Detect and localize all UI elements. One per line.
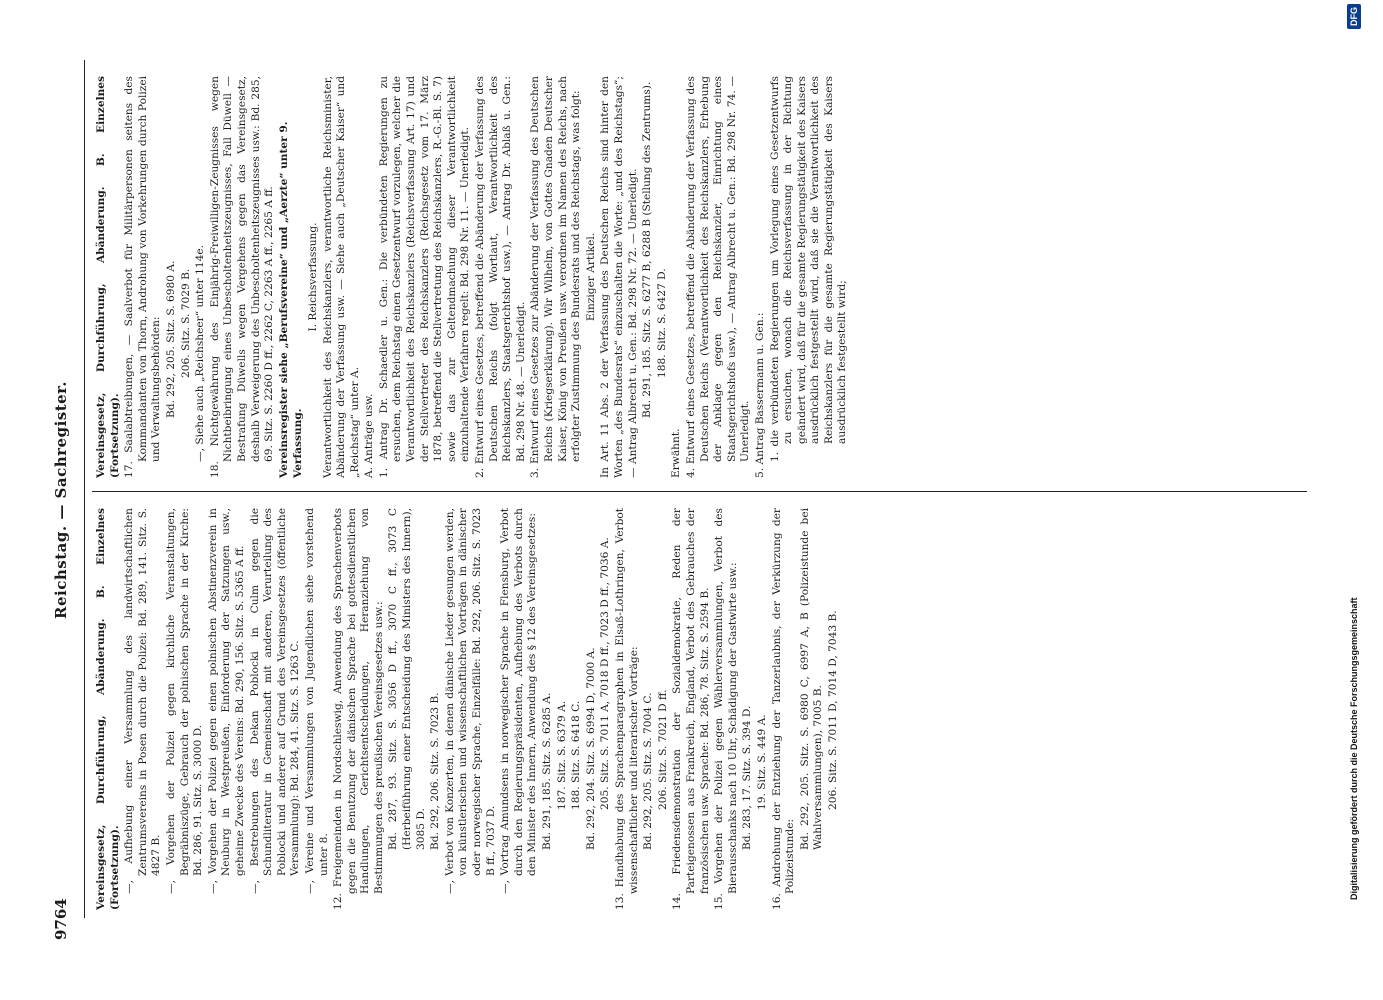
index-entry: Bd. 292, 205. Sitz. S. 7004 C. [642,692,655,850]
index-entry: 13. Handhabung des Sprachenparagraphen in Elsaß-Lothringen, Verbot wissenschaftlicher und literarischer Vorträge: [613,508,640,910]
index-entry: Bd. 292, 206. Sitz. S. 7023 B. [429,692,442,850]
index-entry: —, Aufhebung einer Versammlung des landwirtschaftlichen Zentrumsvereins in Posen durch die Polizei: Bd. 289, 141. Sitz. S. 4827 B. [123,508,163,894]
entry-heading: Vereinsregister siehe „Berufsvereine“ und „Aerzte“ unter 9. [277,121,290,478]
index-entry: 187. Sitz. S. 6379 A. [555,700,568,810]
index-entry: I. Reichsverfassung. [306,222,319,332]
index-entry: Erwähnt. [670,428,683,478]
index-entry: Verantwortlichkeit des Reichskanzlers, verantwortliche Reichsminister, Abänderung der Verfassung usw. — Siehe auch „Deutscher Kaiser“ und „Reichstag“ unter A. [321,76,361,478]
index-entry: 5. Antrag Bassermann u. Gen.: [753,312,766,478]
entry-heading: Vereinsgesetz, Durchführung, Abänderung. B. Einzelnes (Fortsetzung). [95,508,121,910]
index-entry: 206. Sitz. S. 7011 D, 7014 D, 7043 B. [826,610,839,810]
index-entry: 16. Androhung der Entziehung der Tanzerlaubnis, der Verkürzung der Polizeistunde: [770,508,797,910]
index-entry: 14. Friedensdemonstration der Sozialdemokratie, Reden der Parteigenossen aus Frankreich, England, Verbot des Gebrauches der französischen usw. Sprache: Bd. 286, 78. Sitz. S. 2594 B. [671,508,711,910]
index-entry: Bd. 291, 185. Sitz. S. 6277 B, 6288 B (Stellung des Zentrums). [641,81,654,418]
index-entry: 1. Antrag Dr. Schaedler u. Gen.: Die verbündeten Regierungen zu ersuchen, dem Reichstag einen Gesetzentwurf vorzulegen, welcher die Verantwortlichkeit des Reichskanzlers (Reichsverfassung Art. 17) und der Stellvertreter des Reichskanzlers (Reichsgesetz vom 17. März 1878, betreffend die Stellvertretung des Reichskanzlers, R.-G.-Bl. S. 7) sowie das zur Geltendmachung dieser Verantwortlichkeit einzuhaltende Verfahren regelt: Bd. 298 Nr. 11. — Unerledigt. [377,76,472,478]
index-entry: 19. Sitz. S. 449 A. [755,714,768,810]
index-entry: —, Vorgehen der Polizei gegen einen polnischen Abstinenzverein in Neuburg in Westpreußen, Einforderung der Satzungen usw., geheime Zwecke des Vereins: Bd. 290, 156. Sitz. S. 5365 A ff. [206,508,246,894]
index-entry: —, Vortrag Amundsens in norwegischer Sprache in Flensburg, Verbot durch den Regierungspräsidenten, Aufhebung des Verbots durch den Minister des Innern, Anwendung des § 12 des Vereinsgesetzes: [499,508,539,894]
index-entry: 18. Nichtgewährung des Einjährig-Freiwilligen-Zeugnisses wegen Nichtbeibringung eines Unbescholtenheitszeugnisses, Fall Düwell — Bestrafung Düwells wegen Vergehens gegen das Vereinsgesetz, deshalb Verweigerung des Unbescholtenheitszeugnisses usw.: Bd. 285, 69. Sitz. S. 2260 D ff., 2262 C, 2263 A ff., 2265 A ff. [208,76,276,478]
index-entry: 3. Entwurf eines Gesetzes zur Abänderung der Verfassung des Deutschen Reichs (Kriegserklärung). Wir Wilhelm, von Gottes Gnaden Deutscher Kaiser, König von Preußen usw. verordnen im Namen des Reichs, nach erfolgter Zustimmung des Bundesrats und des Reichstags, was folgt: [529,76,583,478]
index-entry: —, Bestrebungen des Dekan Poblocki in Culm gegen die Schundliteratur in Gemeinschaft mit anderen, Verurteilung des Poblocki und anderer auf Grund des Vereinsgesetzes (öffentliche Versammlung): Bd. 284, 41. Sitz. S. 1263 C. [248,508,302,894]
index-entry: 2. Entwurf eines Gesetzes, betreffend die Abänderung der Verfassung des Deutschen Reichs (folgt Wortlaut, Verantwortlichkeit des Reichskanzlers, Staatsgerichtshof usw.), — Antrag Dr. Ablaß u. Gen.: Bd. 298 Nr. 48. — Unerledigt. [474,76,527,478]
page-footer [1347,0,1367,900]
index-entry: A. Anträge usw. [363,393,376,478]
index-entry: 206. Sitz. S. 7021 D ff. [656,689,669,810]
column-divider [92,491,1307,492]
index-entry: —, Vorgehen der Polizei gegen kirchliche Veranstaltungen, Begräbniszüge, Gebrauch der polnischen Sprache in der Kirche: Bd. 286, 91. Sitz. S. 3000 D. [164,508,205,894]
index-entry: Bd. 292, 204. Sitz. S. 6994 D, 7000 A. [584,647,597,850]
entry-heading: Vereinsgesetz, Durchführung, Abänderung. B. Einzelnes (Fortsetzung). [95,76,121,478]
page-number: 9764 [52,898,70,940]
digitization-note: Digitalisierung gefördert durch die Deutsche Forschungsgemeinschaft [1349,597,1359,900]
index-entry: 1. die verbündeten Regierungen um Vorlegung eines Gesetzentwurfs zu ersuchen, wonach die Reichsverfassung in der Richtung geändert wird, daß für die gesamte Regierungstätigkeit des Kaisers ausdrücklich festgestellt wird, daß sie die Verantwortlichkeit des Reichskanzlers für die gesamte Regierungstätigkeit des Kaisers ausdrücklich festgestellt wird; [768,76,849,462]
index-entry: 4. Entwurf eines Gesetzes, betreffend die Abänderung der Verfassung des Deutschen Reichs (Verantwortlichkeit des Reichskanzlers, Erhebung der Anklage gegen den Reichskanzler, Einrichtung eines Staatsgerichtshofs usw.), — Antrag Albrecht u. Gen.: Bd. 298 Nr. 74. — Unerledigt. [684,76,752,478]
index-entry: Bd. 287, 93. Sitz. S. 3056 D ff., 3070 C ff., 3073 C (Herbeiführung einer Entscheidung des Ministers des Innern), 3085 D. [387,508,427,850]
header-rule [84,60,85,918]
index-entry: 15. Vorgehen der Polizei gegen Wählerversammlungen, Verbot des Bierausschanks nach 10 Uhr, Schädigung der Gastwirte usw.: [713,508,739,910]
index-entry: Einziger Artikel. [584,232,597,322]
right-column [95,76,1305,478]
index-entry: In Art. 11 Abs. 2 der Verfassung des Deutschen Reichs sind hinter den Worten „des Bundesrats“ einzuschalten die Worte: „und des Reichstags“; — Antrag Albrecht u. Gen.: Bd. 298 Nr. 72. — Unerledigt. [599,76,639,478]
page-header [52,60,78,940]
index-entry: 188. Sitz. S. 6427 D. [655,268,668,378]
index-entry: 188. Sitz. S. 6418 C. [570,700,583,810]
index-entry: Bd. 283, 17. Sitz. S. 394 D. [741,705,754,850]
index-entry: Bd. 292, 205. Sitz. S. 6980 A. [164,260,177,418]
left-column [95,508,1305,910]
index-entry: 12. Freigemeinden in Nordschleswig, Anwendung des Sprachenverbots gegen die Benutzung der dänischen Sprache bei gottesdienstlichen Handlungen, Gerichtsentscheidungen, Heranziehung von Bestimmungen des preußischen Vereinsgesetzes usw.: [332,508,385,910]
dfg-logo: DFG [1347,4,1361,29]
index-entry: Bd. 291, 185. Sitz. S. 6285 A. [541,692,553,850]
running-title: Reichstag. — Sachregister. [52,381,70,619]
index-entry: —, Vereine und Versammlungen von Jugendlichen siehe vorstehend unter 8. [303,508,330,894]
index-entry: 205. Sitz. S. 7011 A, 7018 D ff., 7023 D ff., 7036 A. [599,537,612,810]
index-entry: 17. Saalabtreibungen, — Saalverbot für Militärpersonen seitens des Kommandanten von Thorn, Androhung von Vorkehrungen durch Polizei und Verwaltungsbehörden: [123,76,163,478]
index-entry: —, Siehe auch „Reichsheer“ unter 114e. [194,245,207,462]
index-entry: 206. Sitz. S. 7029 B. [179,268,192,378]
index-entry: Bd. 292, 205. Sitz. S. 6980 C, 6997 A, B (Polizeistunde bei Wahlversammlungen), 7005 B. [798,508,825,850]
index-entry: —, Verbot von Konzerten, in denen dänische Lieder gesungen werden, von künstlerischen und wissenschaftlichen Vorträgen in dänischer oder norwegischer Sprache, Einzelfälle: Bd. 292, 206. Sitz. S. 7023 B ff., 7037 D. [443,508,497,894]
entry-heading: Verfassung. [292,408,305,478]
